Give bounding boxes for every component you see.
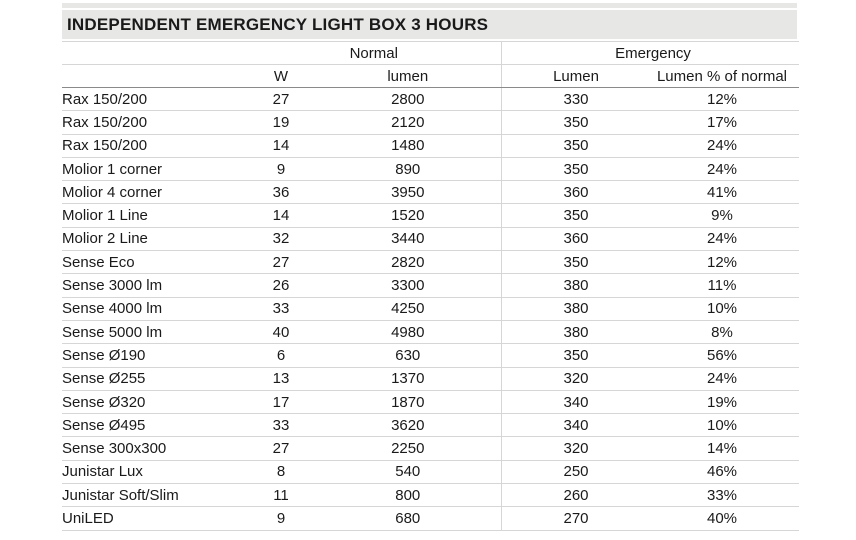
lumen-percent-value: 17% — [645, 111, 799, 134]
table-row — [62, 157, 799, 180]
top-partial-row — [62, 3, 797, 8]
lumen-percent-value: 41% — [645, 181, 799, 204]
column-header-lumen: lumen — [315, 65, 501, 88]
emergency-lumen-value: 380 — [507, 320, 645, 343]
product-name: Molior 2 Line — [62, 227, 247, 250]
table-row — [62, 181, 799, 204]
table-row — [62, 414, 799, 437]
column-header-row — [62, 65, 799, 88]
emergency-lumen-value: 360 — [507, 227, 645, 250]
emergency-lumen-value: 350 — [507, 204, 645, 227]
table-row — [62, 344, 799, 367]
page-title: INDEPENDENT EMERGENCY LIGHT BOX 3 HOURS — [67, 14, 489, 34]
watt-value: 8 — [247, 460, 315, 483]
watt-value: 13 — [247, 367, 315, 390]
emergency-lumen-value: 380 — [507, 274, 645, 297]
normal-lumen-value: 2250 — [315, 437, 501, 460]
table-row — [62, 88, 799, 111]
normal-lumen-value: 630 — [315, 344, 501, 367]
product-name: Sense 3000 lm — [62, 274, 247, 297]
column-header-watt: W — [247, 65, 315, 88]
table-row — [62, 227, 799, 250]
normal-lumen-value: 2120 — [315, 111, 501, 134]
watt-value: 9 — [247, 157, 315, 180]
table-row — [62, 251, 799, 274]
watt-value: 19 — [247, 111, 315, 134]
column-header-emergency-lumen: Lumen — [507, 65, 645, 88]
lumen-percent-value: 10% — [645, 414, 799, 437]
normal-lumen-value: 1520 — [315, 204, 501, 227]
normal-lumen-value: 3440 — [315, 227, 501, 250]
table-row — [62, 297, 799, 320]
product-name: Junistar Soft/Slim — [62, 484, 247, 507]
emergency-lumen-value: 320 — [507, 437, 645, 460]
watt-value: 14 — [247, 204, 315, 227]
watt-value: 40 — [247, 320, 315, 343]
lumen-percent-value: 12% — [645, 88, 799, 111]
column-group-normal: Normal — [247, 42, 501, 65]
watt-value: 27 — [247, 251, 315, 274]
product-name: Sense 5000 lm — [62, 320, 247, 343]
product-name: UniLED — [62, 507, 247, 530]
normal-lumen-value: 3950 — [315, 181, 501, 204]
product-name: Molior 1 Line — [62, 204, 247, 227]
table-row — [62, 460, 799, 483]
product-name: Rax 150/200 — [62, 88, 247, 111]
watt-value: 11 — [247, 484, 315, 507]
lumen-percent-value: 24% — [645, 367, 799, 390]
product-name: Sense Ø320 — [62, 390, 247, 413]
product-name: Rax 150/200 — [62, 111, 247, 134]
lumen-percent-value: 12% — [645, 251, 799, 274]
product-name: Sense 300x300 — [62, 437, 247, 460]
emergency-lumen-value: 340 — [507, 390, 645, 413]
normal-lumen-value: 1370 — [315, 367, 501, 390]
watt-value: 33 — [247, 414, 315, 437]
table-row — [62, 204, 799, 227]
table-body — [62, 88, 799, 531]
emergency-lumen-value: 350 — [507, 134, 645, 157]
watt-value: 33 — [247, 297, 315, 320]
light-box-table — [62, 41, 799, 531]
product-name: Sense Eco — [62, 251, 247, 274]
column-group-row — [62, 42, 799, 65]
table-row — [62, 437, 799, 460]
watt-value: 27 — [247, 88, 315, 111]
lumen-percent-value: 56% — [645, 344, 799, 367]
product-name: Junistar Lux — [62, 460, 247, 483]
watt-value: 17 — [247, 390, 315, 413]
emergency-lumen-value: 340 — [507, 414, 645, 437]
column-header-lumen-percent: Lumen % of normal — [645, 65, 799, 88]
product-name: Molior 4 corner — [62, 181, 247, 204]
product-name: Sense Ø190 — [62, 344, 247, 367]
lumen-percent-value: 14% — [645, 437, 799, 460]
product-name: Rax 150/200 — [62, 134, 247, 157]
normal-lumen-value: 4980 — [315, 320, 501, 343]
lumen-percent-value: 24% — [645, 227, 799, 250]
emergency-lumen-value: 320 — [507, 367, 645, 390]
table-row — [62, 274, 799, 297]
watt-value: 36 — [247, 181, 315, 204]
product-name: Sense Ø255 — [62, 367, 247, 390]
table-row — [62, 320, 799, 343]
emergency-lumen-value: 350 — [507, 111, 645, 134]
product-name: Molior 1 corner — [62, 157, 247, 180]
emergency-lumen-value: 330 — [507, 88, 645, 111]
column-group-emergency: Emergency — [507, 42, 799, 65]
watt-value: 27 — [247, 437, 315, 460]
lumen-percent-value: 9% — [645, 204, 799, 227]
table-row — [62, 134, 799, 157]
product-name: Sense 4000 lm — [62, 297, 247, 320]
emergency-lumen-value: 350 — [507, 344, 645, 367]
normal-lumen-value: 890 — [315, 157, 501, 180]
lumen-percent-value: 24% — [645, 157, 799, 180]
table-row — [62, 390, 799, 413]
lumen-percent-value: 33% — [645, 484, 799, 507]
normal-lumen-value: 4250 — [315, 297, 501, 320]
table-row — [62, 507, 799, 530]
emergency-lumen-value: 350 — [507, 157, 645, 180]
normal-lumen-value: 2820 — [315, 251, 501, 274]
watt-value: 14 — [247, 134, 315, 157]
lumen-percent-value: 8% — [645, 320, 799, 343]
table-row — [62, 111, 799, 134]
watt-value: 32 — [247, 227, 315, 250]
emergency-lumen-value: 360 — [507, 181, 645, 204]
normal-lumen-value: 1870 — [315, 390, 501, 413]
emergency-lumen-value: 260 — [507, 484, 645, 507]
lumen-percent-value: 19% — [645, 390, 799, 413]
lumen-percent-value: 46% — [645, 460, 799, 483]
table-title-bar — [62, 10, 797, 39]
table-row — [62, 484, 799, 507]
normal-lumen-value: 800 — [315, 484, 501, 507]
normal-lumen-value: 2800 — [315, 88, 501, 111]
watt-value: 9 — [247, 507, 315, 530]
normal-lumen-value: 3300 — [315, 274, 501, 297]
lumen-percent-value: 40% — [645, 507, 799, 530]
emergency-lumen-value: 350 — [507, 251, 645, 274]
table-row — [62, 367, 799, 390]
emergency-lumen-value: 250 — [507, 460, 645, 483]
product-name: Sense Ø495 — [62, 414, 247, 437]
lumen-percent-value: 10% — [645, 297, 799, 320]
normal-lumen-value: 3620 — [315, 414, 501, 437]
normal-lumen-value: 1480 — [315, 134, 501, 157]
normal-lumen-value: 540 — [315, 460, 501, 483]
normal-lumen-value: 680 — [315, 507, 501, 530]
group-row-empty-cell — [62, 42, 247, 65]
column-header-product — [62, 65, 247, 88]
watt-value: 6 — [247, 344, 315, 367]
lumen-percent-value: 24% — [645, 134, 799, 157]
watt-value: 26 — [247, 274, 315, 297]
lumen-percent-value: 11% — [645, 274, 799, 297]
emergency-lumen-value: 380 — [507, 297, 645, 320]
emergency-lumen-value: 270 — [507, 507, 645, 530]
